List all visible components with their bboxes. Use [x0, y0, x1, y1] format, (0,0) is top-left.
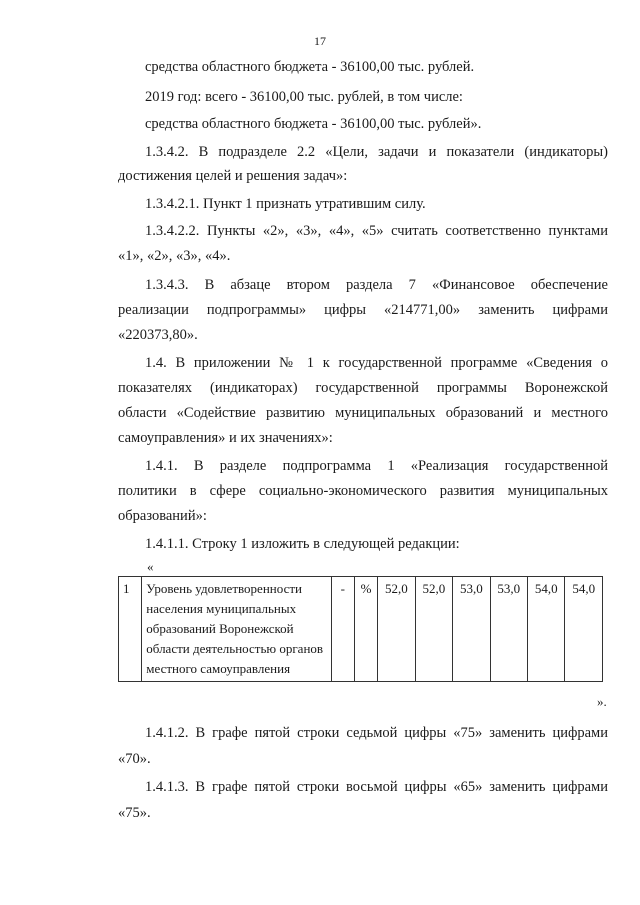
value-cell: 54,0 [528, 577, 565, 682]
paragraph-1-3-4-2-1: 1.3.4.2.1. Пункт 1 признать утратившим силу. [145, 196, 426, 212]
page-number: 17 [314, 34, 326, 48]
row-number: 1 [119, 577, 142, 682]
indicator-unit: % [354, 577, 377, 682]
paragraph-1-4-1-1: 1.4.1.1. Строку 1 изложить в следующей редакции: [145, 536, 460, 552]
table-open-quote: « [147, 559, 154, 574]
value-cell: 53,0 [490, 577, 527, 682]
indicator-name: Уровень удовлетворенности населения муниципальных образований Воронежской области деятельностью органов местного самоуправления [142, 577, 331, 682]
value-cell: 53,0 [453, 577, 490, 682]
paragraph-budget-line-end: средства областного бюджета - 36100,00 тыс. рублей». [145, 116, 482, 132]
table-row [119, 577, 603, 682]
value-cell: 52,0 [378, 577, 415, 682]
indicator-dash: - [331, 577, 354, 682]
table-close-quote: ». [597, 694, 607, 709]
value-cell: 54,0 [565, 577, 603, 682]
indicator-table [118, 576, 603, 682]
paragraph-budget-line: средства областного бюджета - 36100,00 тыс. рублей. [145, 59, 475, 75]
value-cell: 52,0 [415, 577, 452, 682]
paragraph-2019-total: 2019 год: всего - 36100,00 тыс. рублей, в том числе: [145, 89, 463, 105]
